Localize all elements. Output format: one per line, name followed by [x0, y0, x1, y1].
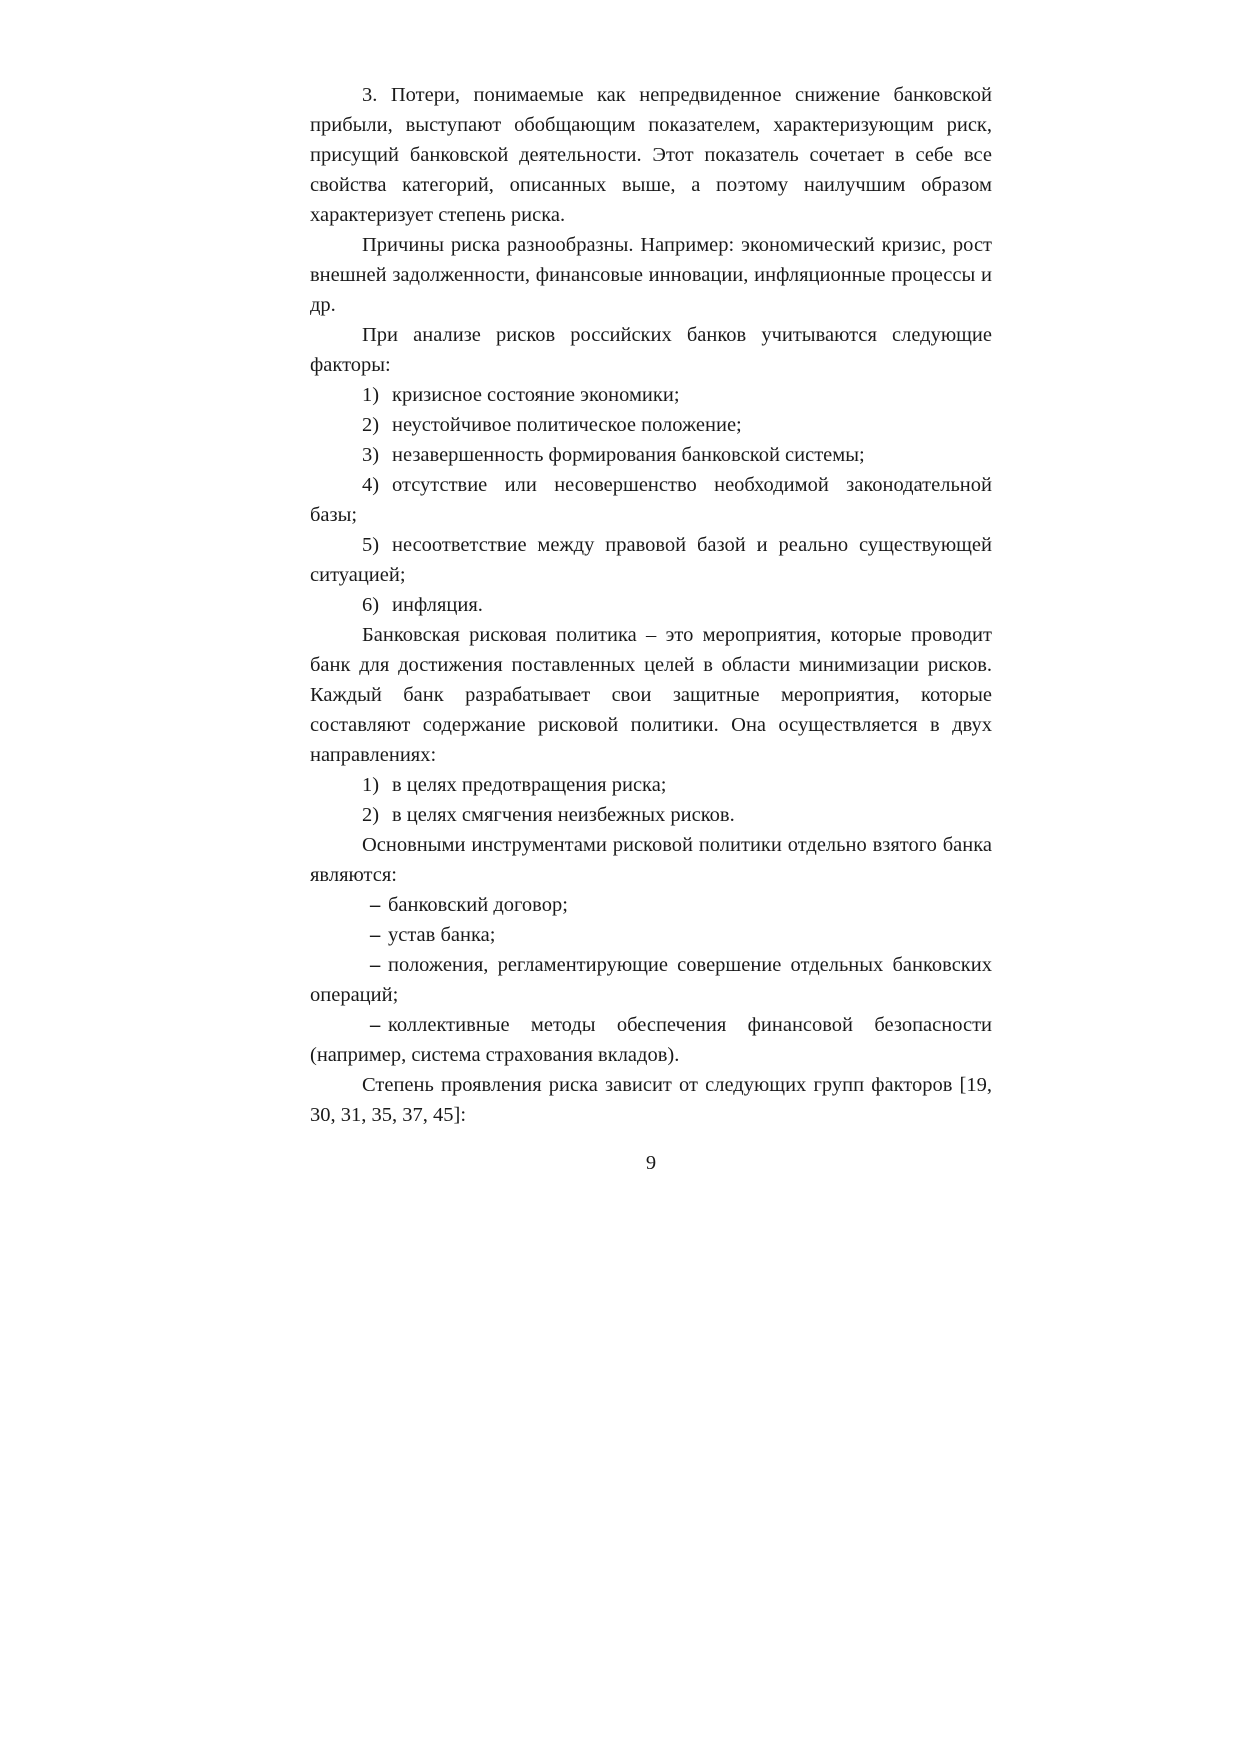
- dash-list-item: [310, 950, 992, 1010]
- document-body: [310, 80, 992, 1130]
- list-item-text: незавершенность формирования банковской системы;: [392, 444, 865, 466]
- paragraph: 3. Потери, понимаемые как непредвиденное снижение банковской прибыли, выступают обобщающим показателем, характеризующим риск, присущий банковской деятельности. Этот показатель сочетает в себе все свойства категорий, описанных выше, а поэтому наилучшим образом характеризует степень риска.: [310, 84, 992, 226]
- list-marker: 1): [362, 384, 380, 406]
- list-item: [310, 590, 992, 620]
- list-item-text: отсутствие или несовершенство необходимой законодательной базы;: [310, 474, 992, 526]
- list-marker: 2): [362, 804, 380, 826]
- paragraph: Основными инструментами рисковой политики отдельно взятого банка являются:: [310, 834, 992, 886]
- page-number: 9: [645, 1152, 657, 1174]
- paragraph: Причины риска разнообразны. Например: экономический кризис, рост внешней задолженности, финансовые инновации, инфляционные процессы и др.: [310, 234, 992, 316]
- list-marker: 4): [362, 474, 380, 496]
- list-item: [310, 440, 992, 470]
- list-item-text: несоответствие между правовой базой и реально существующей ситуацией;: [310, 534, 992, 586]
- dash-marker: –: [370, 924, 381, 946]
- list-item: [310, 380, 992, 410]
- dash-item-text: банковский договор;: [388, 894, 568, 916]
- list-item: [310, 770, 992, 800]
- paragraph: Банковская рисковая политика – это мероприятия, которые проводит банк для достижения поставленных целей в области минимизации рисков. Каждый банк разрабатывает свои защитные мероприятия, которые составляют содержание рисковой политики. Она осуществляется в двух направлениях:: [310, 624, 992, 766]
- dash-marker: –: [370, 1014, 381, 1036]
- list-marker: 2): [362, 414, 380, 436]
- dash-item-text: коллективные методы обеспечения финансовой безопасности (например, система страхования вкладов).: [310, 1014, 992, 1066]
- list-item: [310, 800, 992, 830]
- list-marker: 5): [362, 534, 380, 556]
- list-marker: 3): [362, 444, 380, 466]
- list-item: [310, 530, 992, 590]
- list-item-text: в целях предотвращения риска;: [392, 774, 667, 796]
- list-item-text: кризисное состояние экономики;: [392, 384, 680, 406]
- dash-item-text: положения, регламентирующие совершение отдельных банковских операций;: [310, 954, 992, 1006]
- dash-list-item: [310, 920, 992, 950]
- list-item: [310, 410, 992, 440]
- list-item-text: инфляция.: [392, 594, 483, 616]
- list-marker: 6): [362, 594, 380, 616]
- paragraph: При анализе рисков российских банков учитываются следующие факторы:: [310, 324, 992, 376]
- dash-list-item: [310, 1010, 992, 1070]
- dash-item-text: устав банка;: [388, 924, 496, 946]
- list-item-text: в целях смягчения неизбежных рисков.: [392, 804, 735, 826]
- list-marker: 1): [362, 774, 380, 796]
- dash-list-item: [310, 890, 992, 920]
- dash-marker: –: [370, 954, 381, 976]
- list-item-text: неустойчивое политическое положение;: [392, 414, 742, 436]
- dash-marker: –: [370, 894, 381, 916]
- list-item: [310, 470, 992, 530]
- paragraph: Степень проявления риска зависит от следующих групп факторов [19, 30, 31, 35, 37, 45]:: [310, 1074, 992, 1126]
